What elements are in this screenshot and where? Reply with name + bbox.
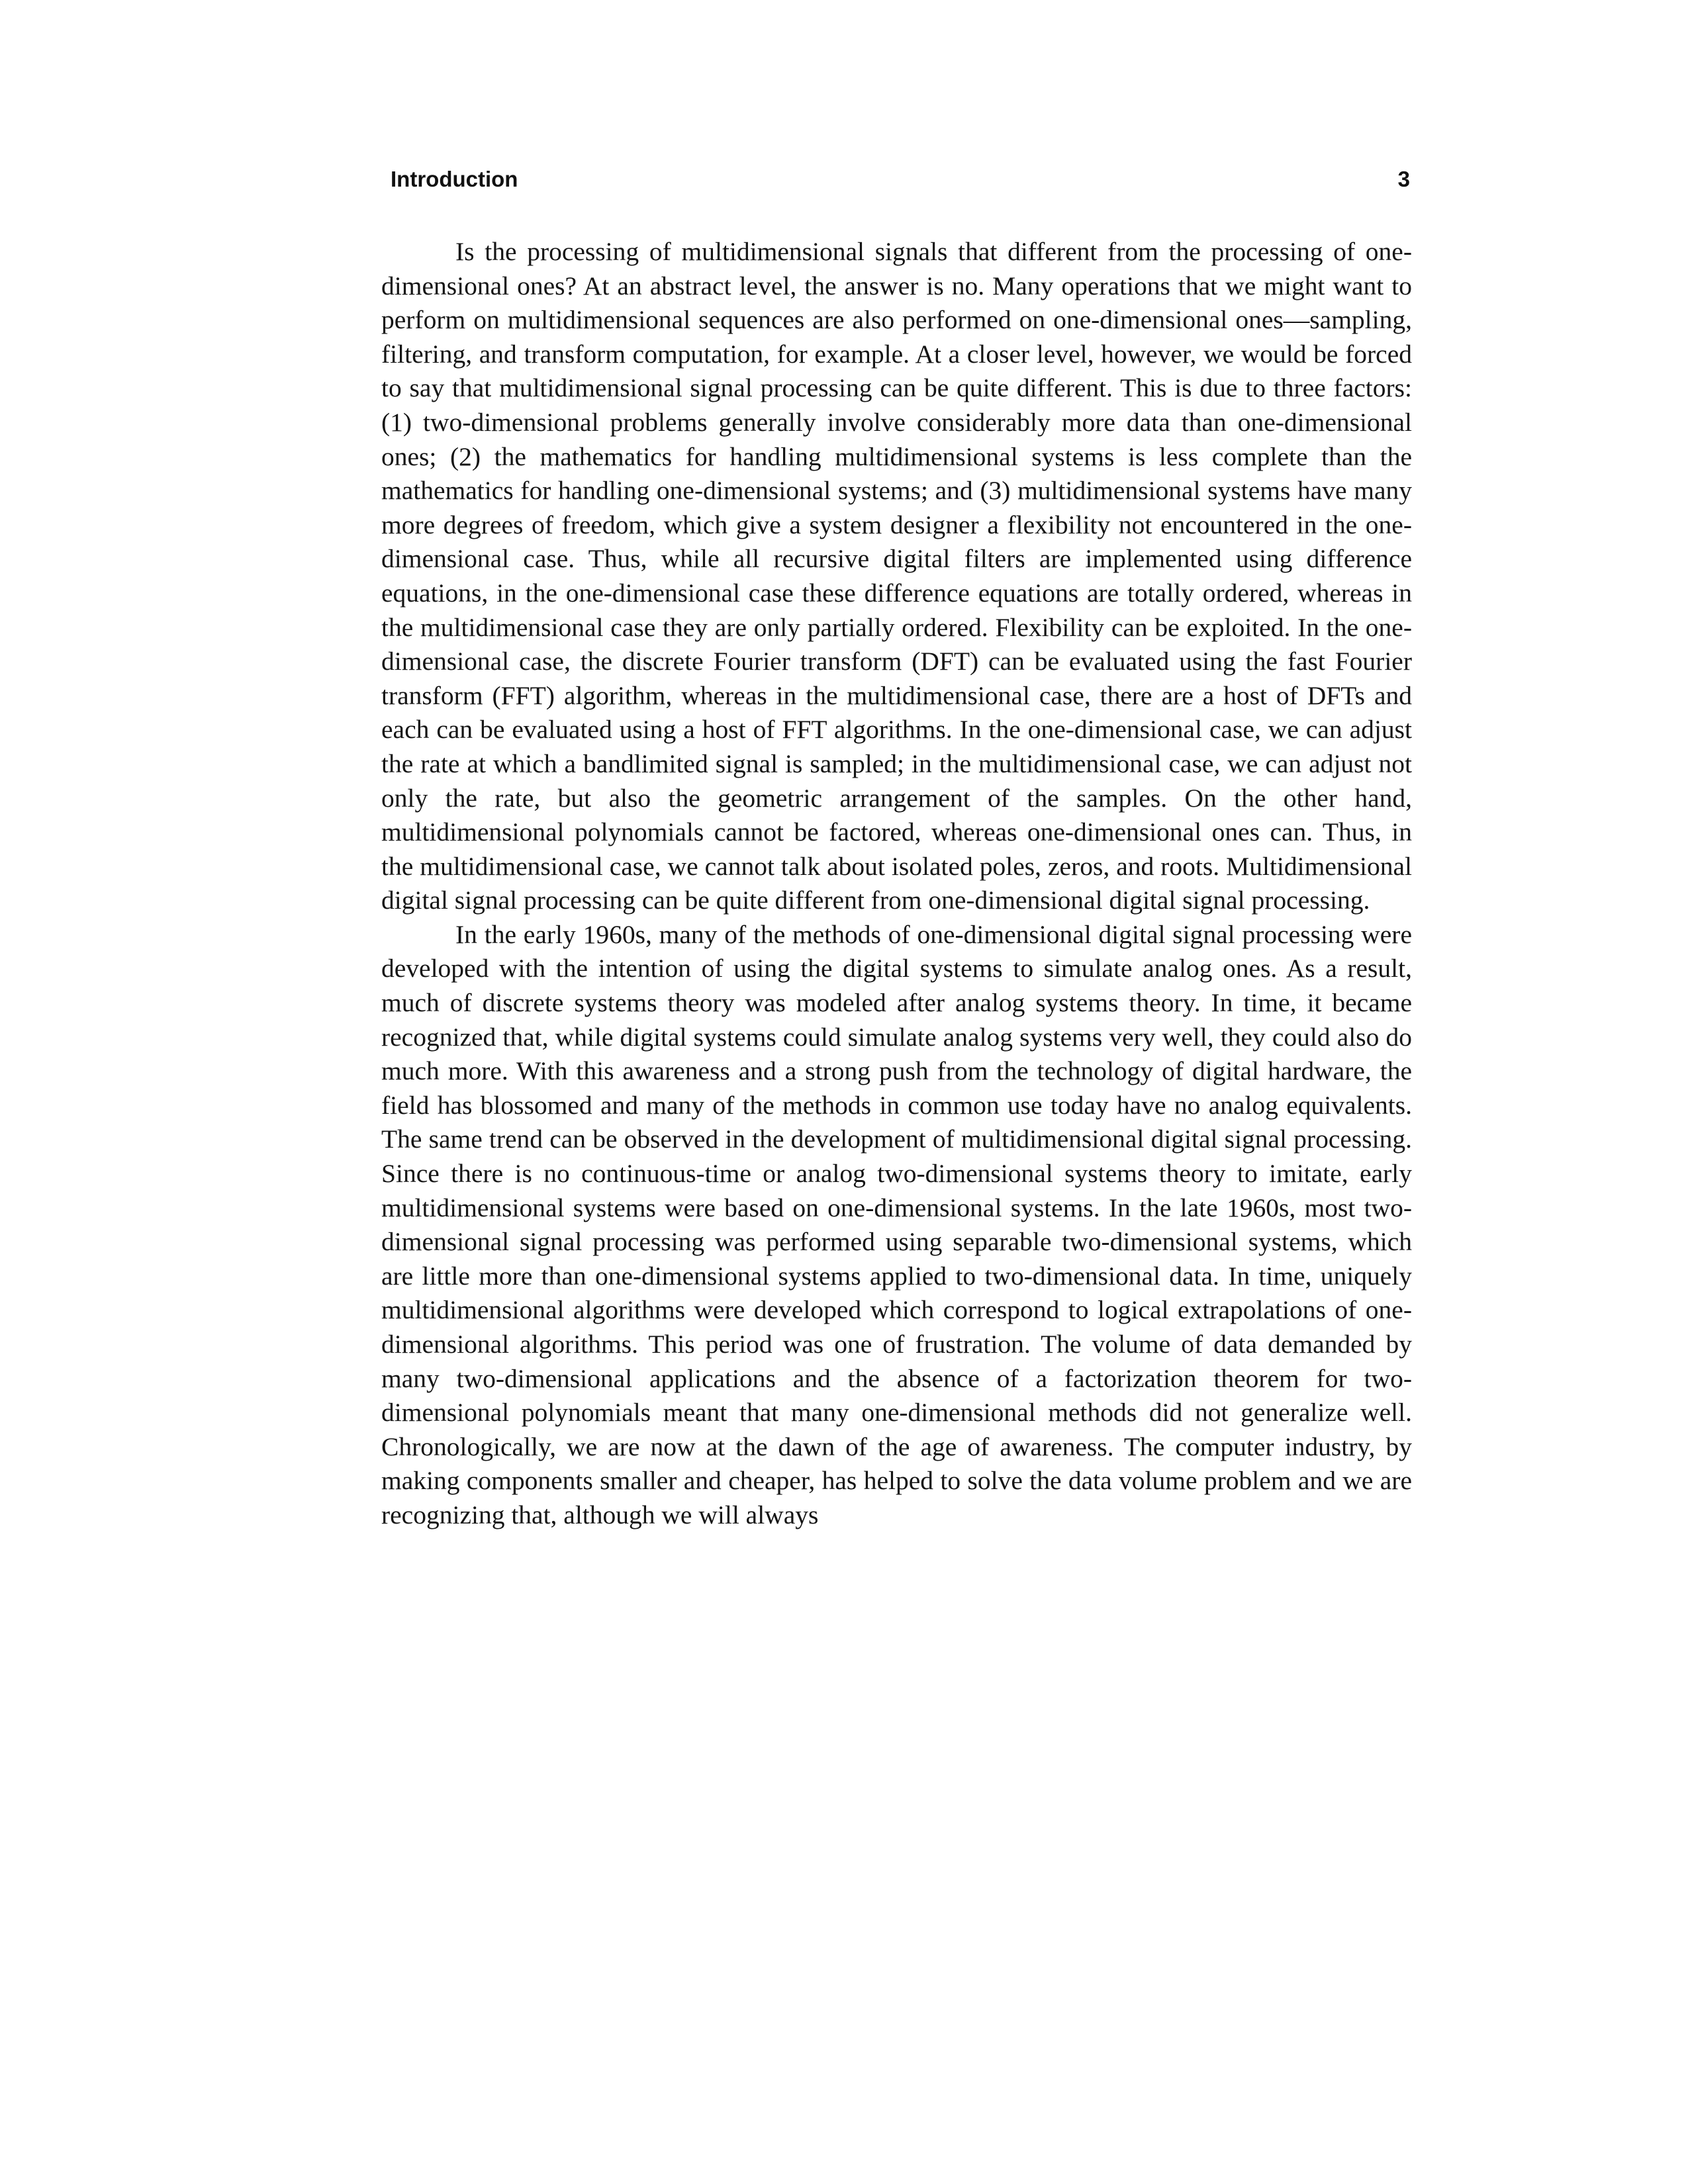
paragraph: In the early 1960s, many of the methods of one-dimensional digital signal processing were developed with the intention of using the digital systems to simulate analog ones. As a result, much of discrete systems theory was modeled after analog systems theory. In time, it became recognized that, while digital systems could simulate analog systems very well, they could also do much more. With this awareness and a strong push from the technology of digital hardware, the field has blossomed and many of the methods in common use today have no analog equivalents. The same trend can be observed in the development of multidimensional digital signal processing. Since there is no continuous-time or analog two-dimensional systems theory to imitate, early multidimensional systems were based on one-dimensional systems. In the late 1960s, most two-dimensional signal processing was performed using separable two-dimensional systems, which are little more than one-dimensional systems applied to two-dimensional data. In time, uniquely multidimensional algorithms were developed which correspond to logical extrapolations of one-dimensional algorithms. This period was one of frustration. The volume of data demanded by many two-dimensional applications and the absence of a factorization theorem for two-dimensional polynomials meant that many one-dimensional methods did not generalize well. Chronologically, we are now at the dawn of the age of awareness. The computer industry, by making components smaller and cheaper, has helped to solve the data volume problem and we are recognizing that, although we will always [381,919,1412,1529]
paragraph: Is the processing of multidimensional signals that different from the processing of one-dimensional ones? At an abstract level, the answer is no. Many operations that we might want to perform on multidimensional sequences are also performed on one-dimensional ones—sampling, filtering, and transform computation, for example. At a closer level, however, we would be forced to say that multidimensional signal processing can be quite different. This is due to three factors: (1) two-dimensional problems generally involve considerably more data than one-dimensional ones; (2) the mathematics for handling multidimensional systems is less complete than the mathematics for handling one-dimensional systems; and (3) multidimensional systems have many more degrees of freedom, which give a system designer a flexibility not encountered in the one-dimensional case. Thus, while all recursive digital filters are implemented using difference equations, in the one-dimensional case these difference equations are totally ordered, whereas in the multidimensional case they are only partially ordered. Flexibility can be exploited. In the one-dimensional case, the discrete Fourier transform (DFT) can be evaluated using the fast Fourier transform (FFT) algorithm, whereas in the multidimensional case, there are a host of DFTs and each can be evaluated using a host of FFT algorithms. In the one-dimensional case, we can adjust the rate at which a bandlimited signal is sampled; in the multidimensional case, we can adjust not only the rate, but also the geometric arrangement of the samples. On the other hand, multidimensional polynomials cannot be factored, whereas one-dimensional ones can. Thus, in the multidimensional case, we cannot talk about isolated poles, zeros, and roots. Multidimensional digital signal processing can be quite different from one-dimensional digital signal processing. [381,237,1412,915]
running-header [391,167,1410,206]
running-title: Introduction [391,167,518,191]
body-text [381,235,1412,1533]
page-number: 3 [1397,167,1410,191]
